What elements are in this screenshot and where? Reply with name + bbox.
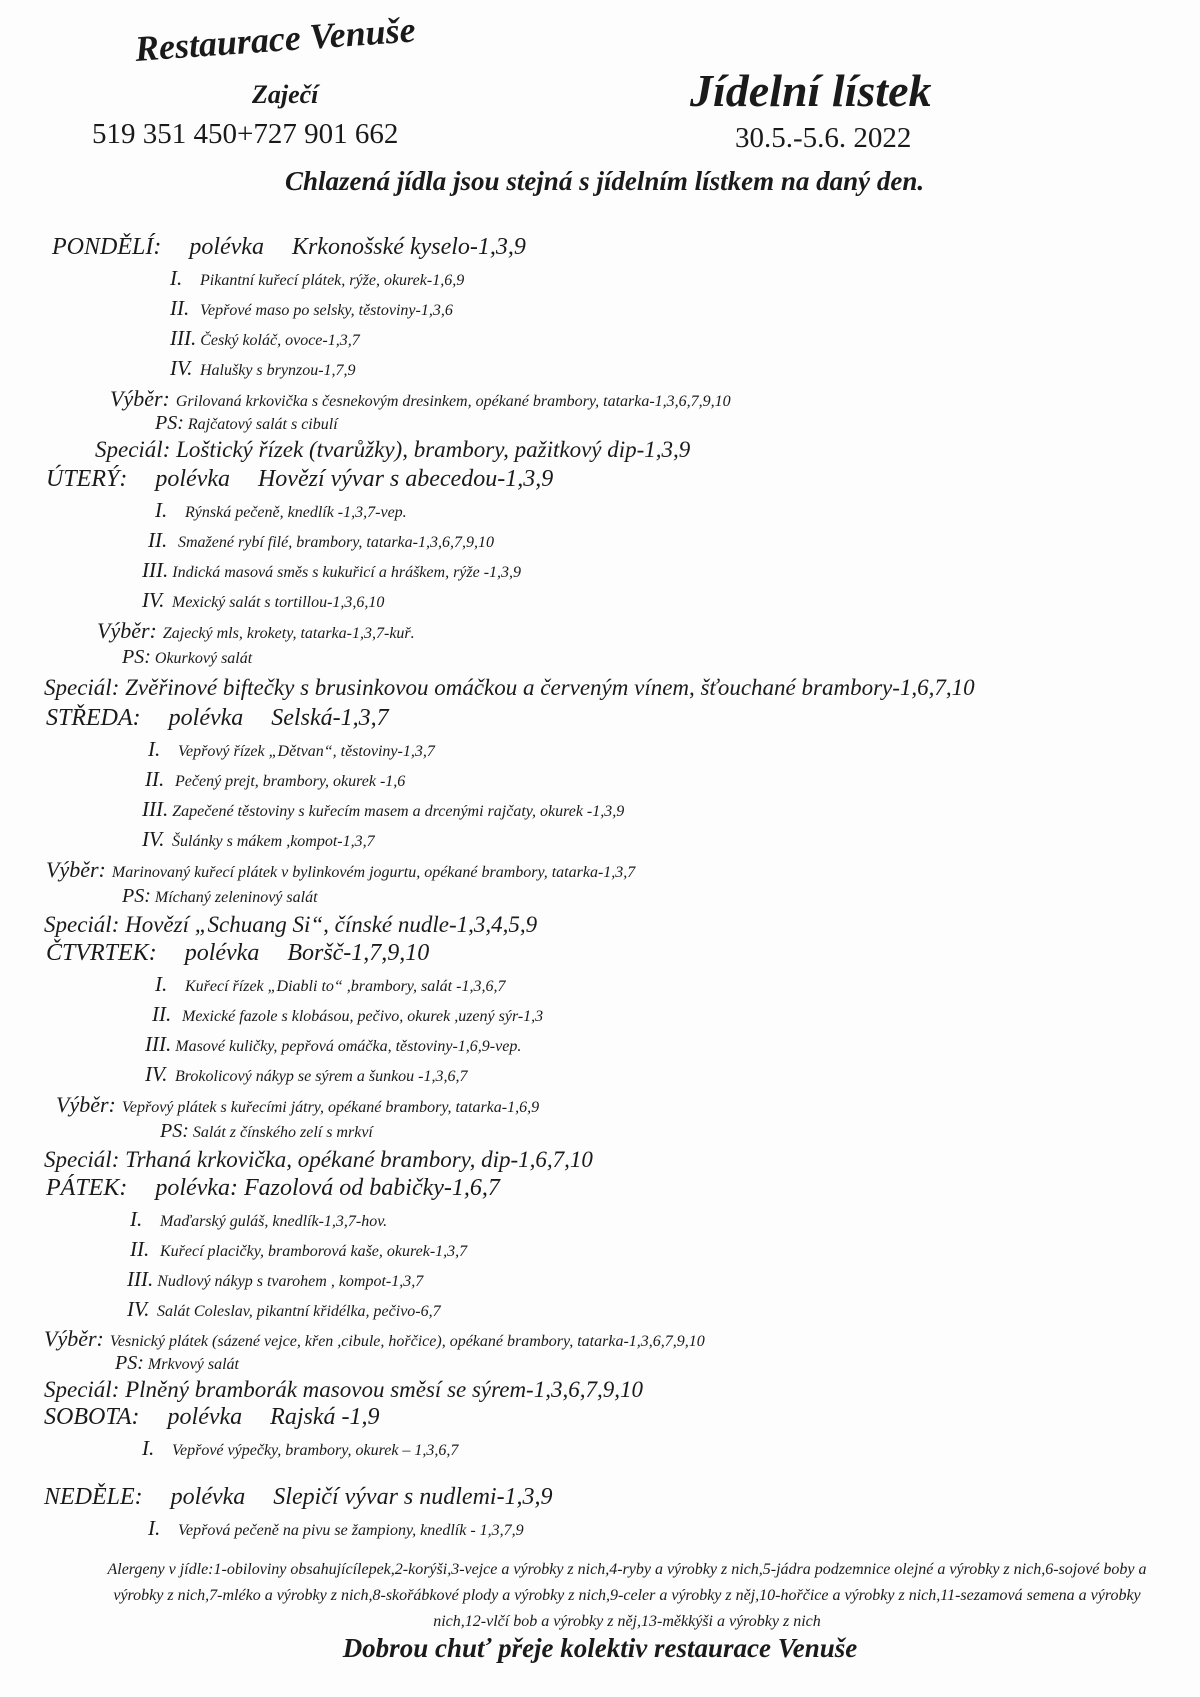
item-number: I.: [155, 972, 168, 996]
side-label: PS:: [122, 646, 151, 668]
choice-row: [46, 857, 635, 883]
menu-item: [170, 296, 453, 321]
special-label: Speciál:: [44, 912, 120, 937]
item-text: Salát Coleslav, pikantní křidélka, pečivo-6,7: [157, 1303, 441, 1320]
day-name: PONDĚLÍ:: [52, 234, 162, 260]
choice-row: [110, 386, 731, 412]
item-text: Český koláč, ovoce-1,3,7: [200, 332, 360, 349]
item-number: I.: [148, 737, 161, 761]
menu-item: [142, 588, 384, 613]
side-label: PS:: [115, 1352, 144, 1374]
item-number: II.: [170, 296, 190, 320]
soup-label: polévka: [189, 234, 264, 260]
item-text: Pikantní kuřecí plátek, rýže, okurek-1,6,9: [200, 272, 465, 289]
choice-label: Výběr:: [46, 857, 106, 882]
menu-item: [142, 1436, 458, 1461]
day-name: ČTVRTEK:: [46, 940, 157, 966]
soup-label: polévka:: [155, 1175, 238, 1201]
menu-item: [145, 1032, 521, 1057]
side-text: Salát z čínského zelí s mrkví: [192, 1124, 373, 1141]
allergen-legend: Alergeny v jídle:1-obiloviny obsahujícílepek,2-korýši,3-vejce a výrobky z nich,4-ryby a výrobky z nich,5-jádra podzemnice olejné a výrobky z nich,6-sojové boby a výrobky z nich,7-mléko a výrobky z nich,8-skořábkové plody a výrobky z nich,9-celer a výrobky z něj,10-hořčice a výrobky z nich,11-sezamová semena a výrobky nich,12-vlčí bob a výrobky z něj,13-měkkýši a výrobky z nich: [107, 1561, 1147, 1630]
item-number: I.: [155, 498, 168, 522]
item-text: Vepřový řízek „Dětvan“, těstoviny-1,3,7: [178, 743, 435, 760]
choice-row: [44, 1326, 705, 1352]
choice-text: Marinovaný kuřecí plátek v bylinkovém jogurtu, opékané brambory, tatarka-1,3,7: [111, 864, 636, 881]
soup-label: polévka: [155, 466, 230, 492]
item-number: I.: [142, 1436, 155, 1460]
day-name: SOBOTA:: [44, 1404, 140, 1430]
item-text: Vepřová pečeně na pivu se žampiony, knedlík - 1,3,7,9: [178, 1522, 524, 1539]
special-row: [95, 437, 690, 463]
day-name: ÚTERÝ:: [46, 466, 128, 492]
item-number: IV.: [142, 827, 165, 851]
choice-text: Grilovaná krkovička s česnekovým dresinkem, opékané brambory, tatarka-1,3,6,7,9,10: [175, 393, 731, 410]
menu-item: [155, 498, 407, 523]
menu-note: Chlazená jídla jsou stejná s jídelním lístkem na daný den.: [285, 166, 925, 196]
day-heading-monday: [52, 234, 526, 261]
item-number: IV.: [145, 1062, 168, 1086]
menu-item: [148, 528, 494, 553]
special-row: [44, 675, 975, 701]
item-text: Vepřové výpečky, brambory, okurek – 1,3,6,7: [172, 1442, 459, 1459]
choice-row: [56, 1092, 539, 1118]
menu-dates: 30.5.-5.6. 2022: [735, 122, 912, 154]
item-number: I.: [148, 1516, 161, 1540]
item-number: III.: [127, 1267, 154, 1291]
menu-item: [152, 1002, 543, 1027]
item-number: II.: [152, 1002, 172, 1026]
menu-item: [148, 737, 435, 762]
item-text: Pečený prejt, brambory, okurek -1,6: [175, 773, 406, 790]
restaurant-town: Zaječí: [252, 80, 319, 109]
choice-text: Zajecký mls, krokety, tatarka-1,3,7-kuř.: [162, 625, 415, 642]
item-number: II.: [130, 1237, 150, 1261]
item-number: I.: [170, 266, 183, 290]
day-heading-thursday: [46, 940, 429, 967]
side-salad-row: [122, 646, 252, 669]
menu-item: [170, 356, 356, 381]
special-text: Hovězí „Schuang Si“, čínské nudle-1,3,4,5,9: [125, 912, 538, 937]
item-number: IV.: [142, 588, 165, 612]
special-row: [44, 1377, 643, 1403]
item-number: IV.: [170, 356, 193, 380]
item-text: Smažené rybí filé, brambory, tatarka-1,3,6,7,9,10: [178, 534, 494, 551]
choice-label: Výběr:: [56, 1092, 116, 1117]
choice-label: Výběr:: [110, 386, 170, 411]
soup-name: Slepičí vývar s nudlemi-1,3,9: [273, 1484, 553, 1510]
item-number: II.: [145, 767, 165, 791]
item-number: IV.: [127, 1297, 150, 1321]
soup-label: polévka: [170, 1484, 246, 1510]
special-text: Plněný bramborák masovou směsí se sýrem-1,3,6,7,9,10: [125, 1377, 643, 1402]
menu-item: [142, 797, 624, 822]
side-text: Okurkový salát: [154, 650, 253, 667]
day-heading-sunday: [44, 1484, 553, 1511]
item-text: Vepřové maso po selsky, těstoviny-1,3,6: [200, 302, 453, 319]
soup-name: Krkonošské kyselo-1,3,9: [291, 234, 526, 260]
menu-item: [155, 972, 505, 997]
side-salad-row: [160, 1120, 373, 1143]
item-text: Mexické fazole s klobásou, pečivo, okurek ,uzený sýr-1,3: [182, 1008, 544, 1025]
menu-item: [127, 1297, 441, 1322]
special-row: [44, 1147, 593, 1173]
special-label: Speciál:: [44, 675, 120, 700]
menu-item: [145, 767, 405, 792]
soup-name: Rajská -1,9: [270, 1404, 380, 1430]
menu-title: Jídelní lístek: [690, 65, 932, 116]
choice-label: Výběr:: [97, 618, 157, 643]
special-label: Speciál:: [44, 1147, 120, 1172]
item-number: III.: [142, 797, 169, 821]
item-text: Mexický salát s tortillou-1,3,6,10: [172, 594, 385, 611]
menu-item: [142, 558, 521, 583]
soup-name: Fazolová od babičky-1,6,7: [243, 1175, 500, 1201]
item-number: III.: [142, 558, 169, 582]
choice-text: Vepřový plátek s kuřecími játry, opékané brambory, tatarka-1,6,9: [121, 1099, 540, 1116]
side-salad-row: [122, 885, 318, 908]
side-text: Míchaný zeleninový salát: [154, 889, 318, 906]
choice-text: Vesnický plátek (sázené vejce, křen ,cibule, hořčice), opékané brambory, tatarka-1,3,6,7,9,10: [109, 1333, 705, 1350]
menu-item: [170, 266, 464, 291]
day-heading-tuesday: [46, 466, 553, 493]
soup-name: Selská-1,3,7: [271, 705, 389, 731]
soup-label: polévka: [184, 940, 260, 966]
choice-label: Výběr:: [44, 1326, 104, 1351]
side-label: PS:: [122, 885, 151, 907]
side-text: Mrkvový salát: [147, 1356, 239, 1373]
soup-label: polévka: [168, 705, 244, 731]
footer-wish: Dobrou chuť přeje kolektiv restaurace Venuše: [342, 1633, 858, 1663]
item-number: III.: [145, 1032, 172, 1056]
special-text: Loštický řízek (tvarůžky), brambory, pažitkový dip-1,3,9: [176, 437, 691, 462]
side-salad-row: [155, 412, 338, 435]
special-text: Trhaná krkovička, opékané brambory, dip-1,6,7,10: [125, 1147, 593, 1172]
menu-item: [130, 1207, 387, 1232]
special-label: Speciál:: [44, 1377, 120, 1402]
item-number: II.: [148, 528, 168, 552]
item-text: Zapečené těstoviny s kuřecím masem a drcenými rajčaty, okurek -1,3,9: [172, 803, 625, 820]
menu-item: [127, 1267, 423, 1292]
item-text: Indická masová směs s kukuřicí a hráškem, rýže -1,3,9: [172, 564, 522, 581]
item-number: I.: [130, 1207, 143, 1231]
soup-name: Hovězí vývar s abecedou-1,3,9: [257, 466, 554, 492]
item-text: Halušky s brynzou-1,7,9: [200, 362, 356, 379]
menu-item: [142, 827, 375, 852]
item-text: Maďarský guláš, knedlík-1,3,7-hov.: [160, 1213, 388, 1230]
item-number: III.: [170, 326, 197, 350]
restaurant-name: Restaurace Venuše: [133, 9, 417, 69]
day-heading-friday: [46, 1175, 500, 1202]
day-name: PÁTEK:: [46, 1175, 128, 1201]
menu-item: [145, 1062, 468, 1087]
item-text: Kuřecí řízek „Diabli to“ ,brambory, salát -1,3,6,7: [185, 978, 506, 995]
menu-item: [170, 326, 360, 351]
special-label: Speciál:: [95, 437, 171, 462]
side-label: PS:: [155, 412, 184, 434]
day-name: STŘEDA:: [46, 705, 141, 731]
item-text: Brokolicový nákyp se sýrem a šunkou -1,3,6,7: [175, 1068, 468, 1085]
day-heading-saturday: [44, 1404, 379, 1431]
day-name: NEDĚLE:: [44, 1484, 143, 1510]
item-text: Šulánky s mákem ,kompot-1,3,7: [172, 833, 375, 850]
soup-label: polévka: [167, 1404, 243, 1430]
item-text: Masové kuličky, pepřová omáčka, těstoviny-1,6,9-vep.: [175, 1038, 522, 1055]
side-label: PS:: [160, 1120, 189, 1142]
side-text: Rajčatový salát s cibulí: [187, 416, 338, 433]
soup-name: Boršč-1,7,9,10: [287, 940, 430, 966]
special-text: Zvěřinové biftečky s brusinkovou omáčkou a červeným vínem, šťouchané brambory-1,6,7,10: [125, 675, 975, 700]
item-text: Rýnská pečeně, knedlík -1,3,7-vep.: [185, 504, 407, 521]
item-text: Kuřecí placičky, bramborová kaše, okurek-1,3,7: [160, 1243, 468, 1260]
choice-row: [97, 618, 415, 644]
special-row: [44, 912, 537, 938]
side-salad-row: [115, 1352, 239, 1375]
day-heading-wednesday: [46, 705, 389, 732]
menu-item: [130, 1237, 467, 1262]
item-text: Nudlový nákyp s tvarohem , kompot-1,3,7: [157, 1273, 424, 1290]
menu-item: [148, 1516, 524, 1541]
restaurant-phone: 519 351 450+727 901 662: [92, 118, 399, 150]
